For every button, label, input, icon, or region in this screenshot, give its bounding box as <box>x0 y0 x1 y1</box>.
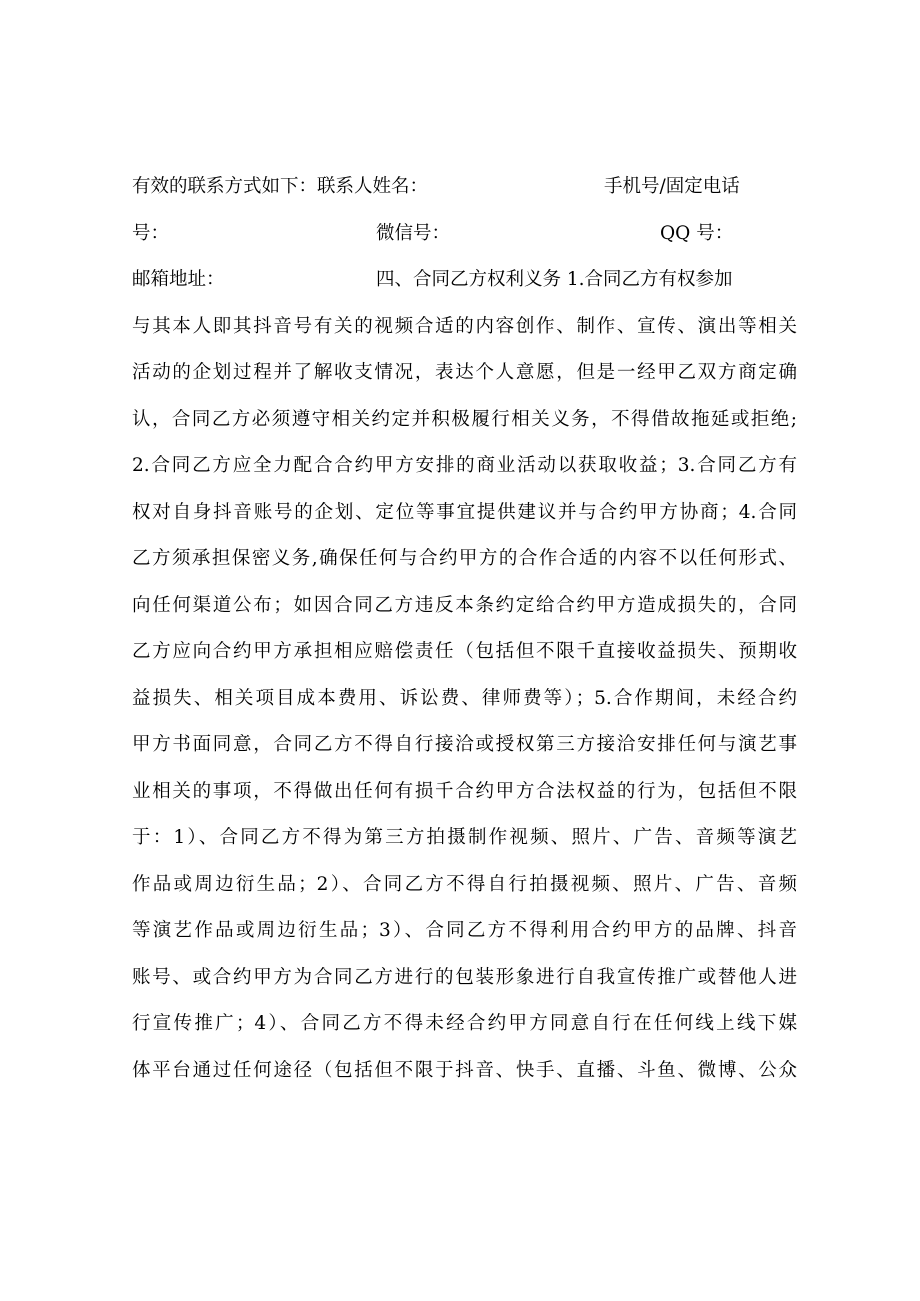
contact-line-3 <box>132 264 797 296</box>
qq-label: QQ 号： <box>660 223 734 244</box>
body-line: 认，合同乙方必须遵守相关约定并积极履行相关义务，不得借故拖延或拒绝; <box>132 409 797 430</box>
body-line: 活动的企划过程并了解收支情况，表达个人意愿，但是一经甲乙双方商定确 <box>132 362 797 383</box>
body-line: 2.合同乙方应全力配合合约甲方安排的商业活动以获取收益；3.合同乙方有 <box>132 455 797 476</box>
contact-intro: 有效的联系方式如下：联系人姓名： <box>132 176 429 197</box>
body-line: 行宣传推广；4）、合同乙方不得未经合约甲方同意自行在任何线上线下媒 <box>132 1013 797 1034</box>
email-label: 邮箱地址： <box>132 269 225 290</box>
section-four-start: 四、合同乙方权利义务 1.合同乙方有权参加 <box>376 269 733 290</box>
body-line: 乙方应向合约甲方承担相应赔偿责任（包括但不限千直接收益损失、预期收 <box>132 641 797 662</box>
body-line: 于：1）、合同乙方不得为第三方拍摄制作视频、照片、广告、音频等演艺 <box>132 827 797 848</box>
contact-line-1 <box>132 171 797 203</box>
body-line: 甲方书面同意，合同乙方不得自行接洽或授权第三方接洽安排任何与演艺事 <box>132 734 797 755</box>
body-line: 账号、或合约甲方为合同乙方进行的包装形象进行自我宣传推广或替他人进 <box>132 967 797 988</box>
body-line: 乙方须承担保密义务,确保任何与合约甲方的合作合适的内容不以任何形式、 <box>132 548 797 569</box>
wechat-label: 微信号： <box>376 223 451 244</box>
body-line: 等演艺作品或周边衍生品；3）、合同乙方不得利用合约甲方的品牌、抖音 <box>132 920 797 941</box>
body-line: 向任何渠道公布；如因合同乙方违反本条约定给合约甲方造成损失的，合同 <box>132 595 797 616</box>
body-line: 益损失、相关项目成本费用、诉讼费、律师费等）；5.合作期间，未经合约 <box>132 688 797 709</box>
phone-label: 手机号/固定电话 <box>604 176 740 197</box>
contact-line-2 <box>132 218 797 250</box>
body-line: 权对自身抖音账号的企划、定位等事宜提供建议并与合约甲方协商；4.合同 <box>132 502 797 523</box>
phone-label-end: 号： <box>132 223 170 244</box>
body-line: 作品或周边衍生品；2）、合同乙方不得自行拍摄视频、照片、广告、音频 <box>132 874 797 895</box>
body-line: 与其本人即其抖音号有关的视频合适的内容创作、制作、宣传、演出等相关 <box>132 316 797 337</box>
body-line: 体平台通过任何途径（包括但不限于抖音、快手、直播、斗鱼、微博、公众 <box>132 1060 797 1081</box>
body-line: 业相关的事项，不得做出任何有损千合约甲方合法权益的行为，包括但不限 <box>132 781 797 802</box>
